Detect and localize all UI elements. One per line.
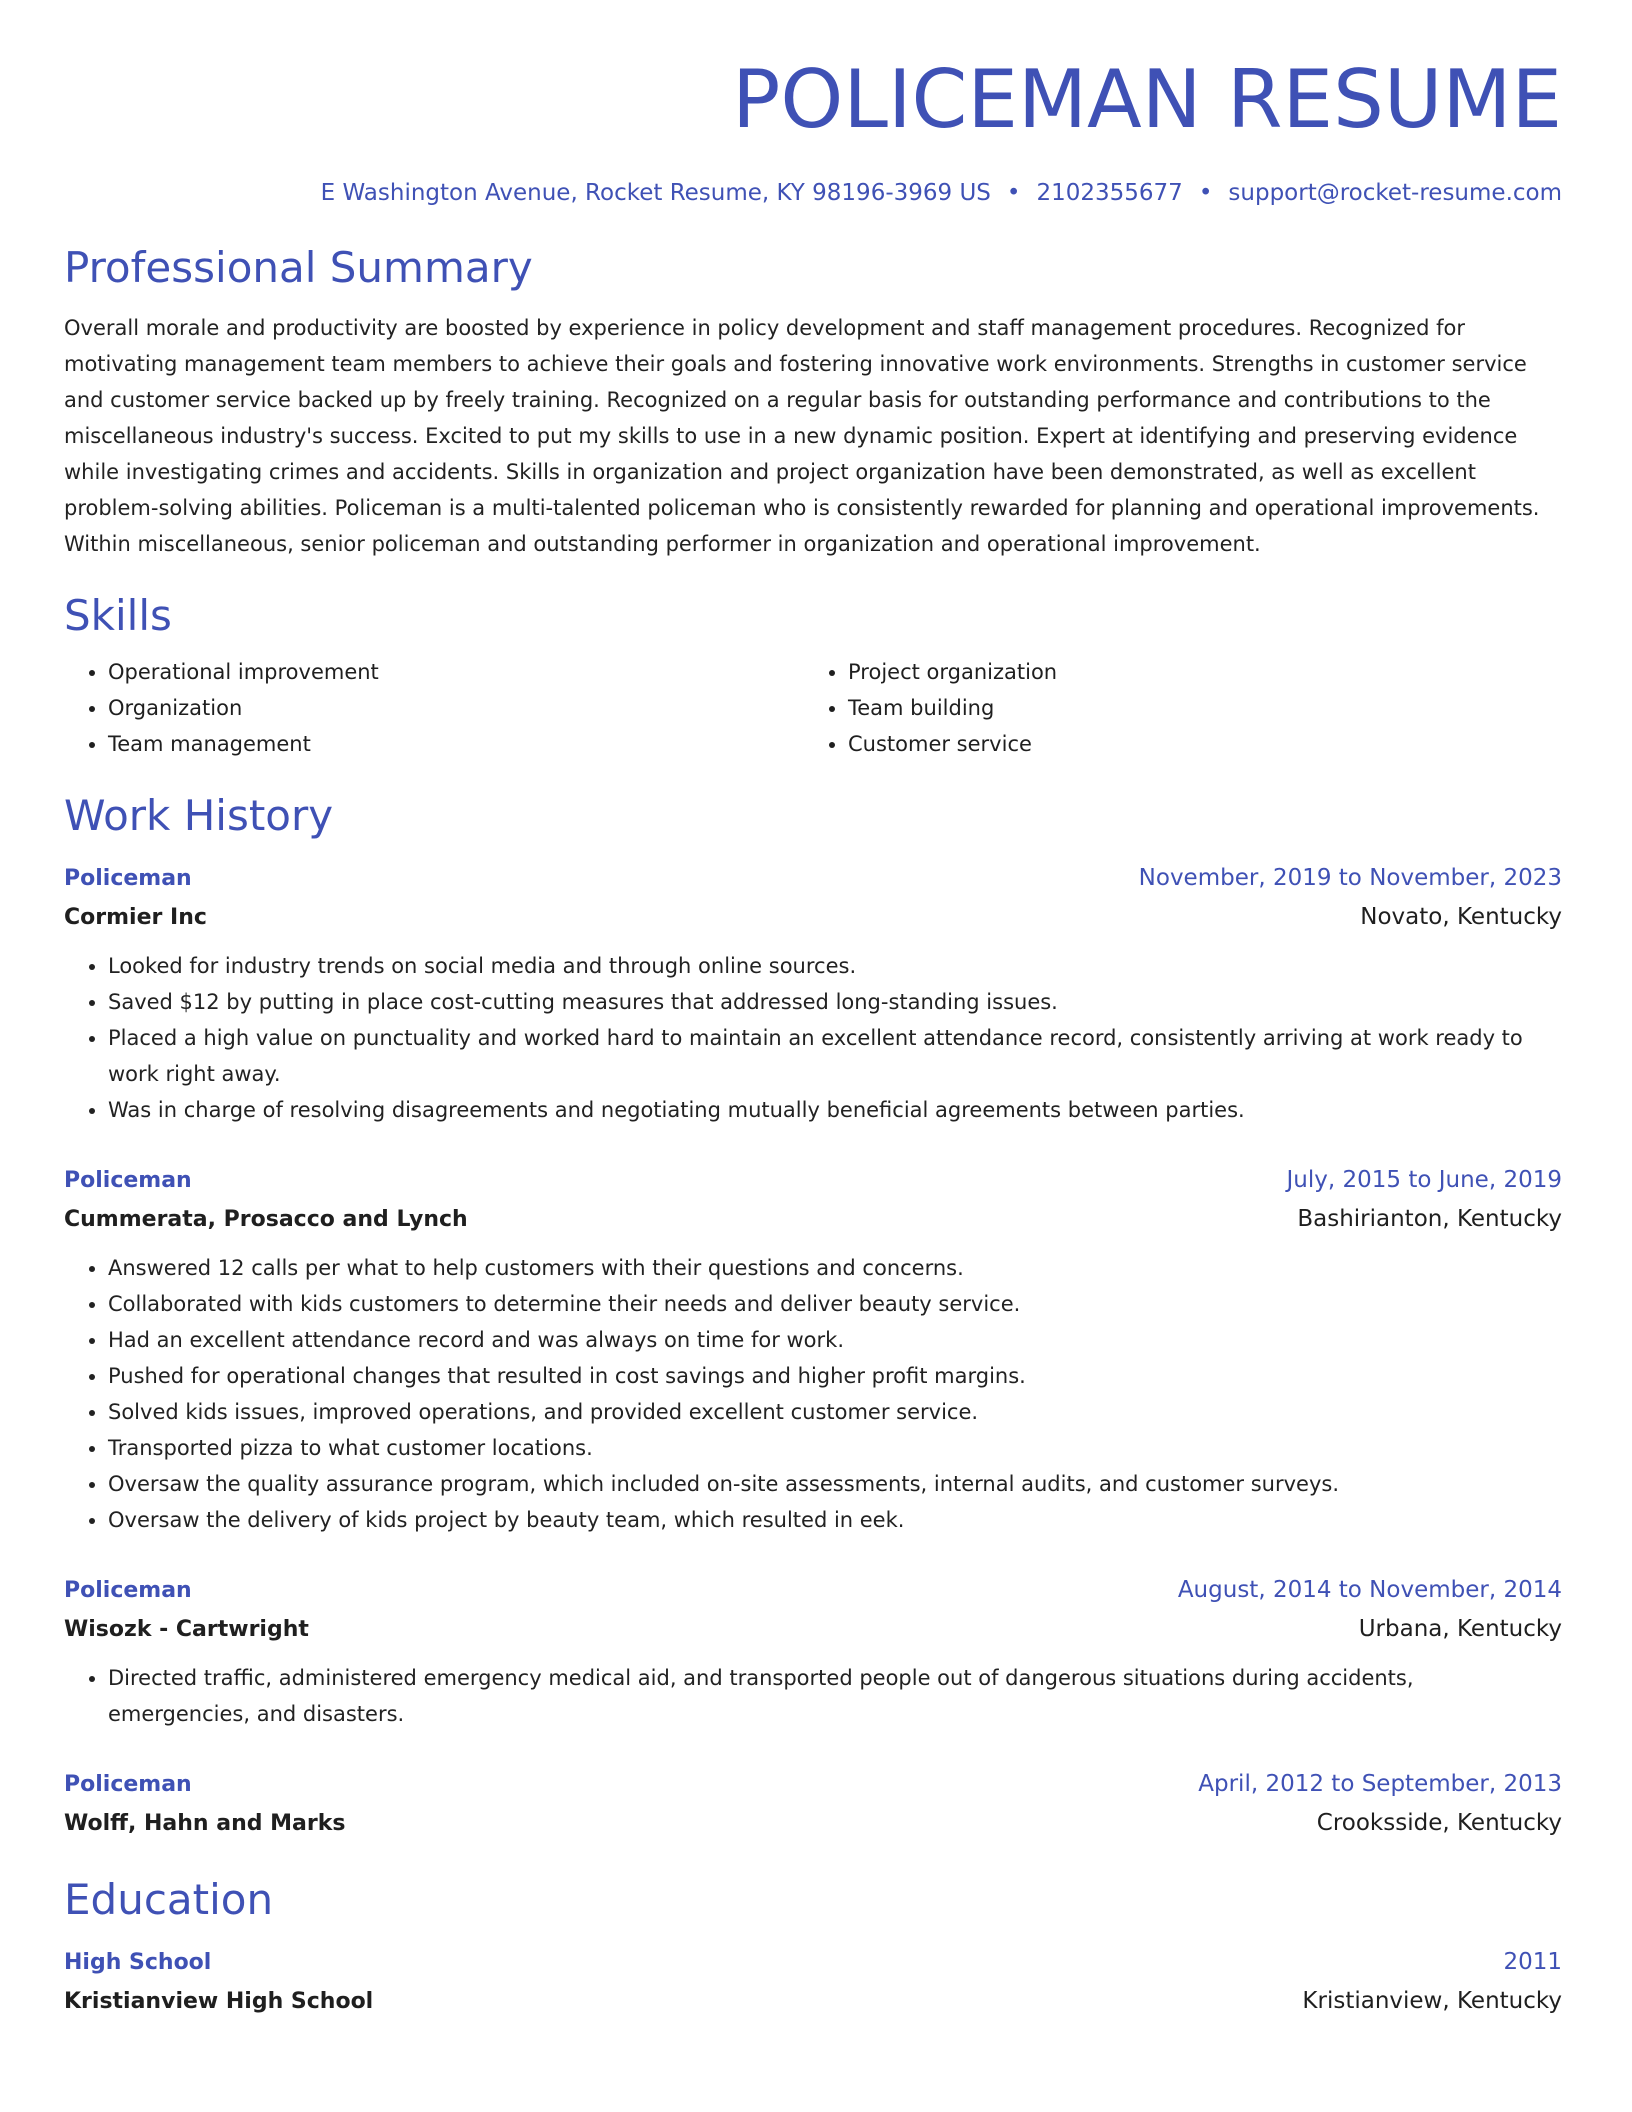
- job-entry: [64, 860, 1562, 1128]
- job-bullet: • Oversaw the quality assurance program, which included on-site assessments, internal audits, and customer surveys.: [108, 1466, 1562, 1502]
- education-school: Kristianview High School: [64, 1989, 374, 2014]
- job-bullet: • Solved kids issues, improved operations, and provided excellent customer service.: [108, 1394, 1562, 1430]
- job-bullet: • Saved $12 by putting in place cost-cutting measures that addressed long-standing issues.: [108, 984, 1562, 1020]
- job-bullet: • Had an excellent attendance record and was always on time for work.: [108, 1322, 1562, 1358]
- job-company: Cormier Inc: [64, 905, 207, 930]
- skill-item: • Operational improvement: [108, 654, 804, 690]
- resume-page: [64, 48, 1562, 2022]
- job-dates: August, 2014 to November, 2014: [1177, 1577, 1562, 1603]
- contact-phone: 2102355677: [1036, 180, 1183, 206]
- skill-item: • Team building: [848, 690, 1544, 726]
- job-location: Urbana, Kentucky: [1358, 1616, 1562, 1642]
- contact-email[interactable]: support@rocket-resume.com: [1228, 180, 1562, 206]
- education-heading: Education: [64, 1875, 274, 1924]
- work-history-heading: Work History: [64, 791, 334, 840]
- job-entry: [64, 1766, 1562, 1844]
- skill-item: • Project organization: [848, 654, 1544, 690]
- job-bullet: • Collaborated with kids customers to determine their needs and deliver beauty service.: [108, 1286, 1562, 1322]
- skills-column-left: [64, 654, 804, 762]
- job-location: Novato, Kentucky: [1360, 904, 1562, 930]
- job-bullet: • Placed a high value on punctuality and worked hard to maintain an excellent attendance record, consistently arriving at work ready to work right away.: [108, 1020, 1562, 1092]
- job-bullets: [64, 1250, 1562, 1538]
- job-bullet: • Directed traffic, administered emergency medical aid, and transported people out of dangerous situations during accidents, emergencies, and disasters.: [108, 1660, 1562, 1732]
- job-dates: July, 2015 to June, 2019: [1286, 1167, 1562, 1193]
- education-degree: High School: [64, 1950, 212, 1975]
- job-title: Policeman: [64, 1772, 192, 1797]
- job-location: Bashirianton, Kentucky: [1297, 1206, 1562, 1232]
- resume-name: POLICEMAN RESUME: [732, 53, 1562, 146]
- job-entry: [64, 1162, 1562, 1538]
- skills-column-right: [804, 654, 1544, 762]
- job-bullet: • Was in charge of resolving disagreements and negotiating mutually beneficial agreements between parties.: [108, 1092, 1562, 1128]
- job-title: Policeman: [64, 1168, 192, 1193]
- resume-header: [64, 48, 1562, 210]
- skill-item: • Customer service: [848, 726, 1544, 762]
- contact-separator: •: [1198, 180, 1213, 206]
- job-bullets: [64, 1660, 1562, 1732]
- job-company: Wolff, Hahn and Marks: [64, 1811, 346, 1836]
- job-bullet: • Oversaw the delivery of kids project by beauty team, which resulted in eek.: [108, 1502, 1562, 1538]
- job-bullets: [64, 948, 1562, 1128]
- summary-text: Overall morale and productivity are boosted by experience in policy development and staff management procedures. Recognized for motivating management team members to achieve their goals and fostering innovative work environments. Strengths in customer service and customer service backed up by freely training. Recognized on a regular basis for outstanding performance and contributions to the miscellaneous industry's success. Excited to put my skills to use in a new dynamic position. Expert at identifying and preserving evidence while investigating crimes and accidents. Skills in organization and project organization have been demonstrated, as well as excellent problem-solving abilities. Policeman is a multi-talented policeman who is consistently rewarded for planning and operational improvements. Within miscellaneous, senior policeman and outstanding performer in organization and operational improvement.: [64, 316, 1540, 556]
- job-bullet: • Transported pizza to what customer locations.: [108, 1430, 1562, 1466]
- contact-separator: •: [1006, 180, 1021, 206]
- education-location: Kristianview, Kentucky: [1302, 1988, 1562, 2014]
- job-title: Policeman: [64, 866, 192, 891]
- job-company: Wisozk - Cartwright: [64, 1617, 309, 1642]
- skill-item: • Team management: [108, 726, 804, 762]
- job-bullet: • Looked for industry trends on social media and through online sources.: [108, 948, 1562, 984]
- job-dates: November, 2019 to November, 2023: [1138, 865, 1562, 891]
- job-bullet: • Answered 12 calls per what to help customers with their questions and concerns.: [108, 1250, 1562, 1286]
- job-company: Cummerata, Prosacco and Lynch: [64, 1207, 468, 1232]
- job-entry: [64, 1572, 1562, 1732]
- skill-item: • Organization: [108, 690, 804, 726]
- job-bullet: • Pushed for operational changes that resulted in cost savings and higher profit margins.: [108, 1358, 1562, 1394]
- contact-address: E Washington Avenue, Rocket Resume, KY 98196-3969 US: [320, 180, 991, 206]
- summary-heading: Professional Summary: [64, 243, 533, 292]
- skills-heading: Skills: [64, 591, 172, 640]
- contact-line: [64, 176, 1562, 210]
- job-title: Policeman: [64, 1578, 192, 1603]
- job-dates: April, 2012 to September, 2013: [1198, 1771, 1562, 1797]
- education-entry: [64, 1944, 1562, 2022]
- education-year: 2011: [1503, 1949, 1562, 1975]
- job-location: Crooksside, Kentucky: [1316, 1810, 1562, 1836]
- skills-list: [64, 654, 1562, 762]
